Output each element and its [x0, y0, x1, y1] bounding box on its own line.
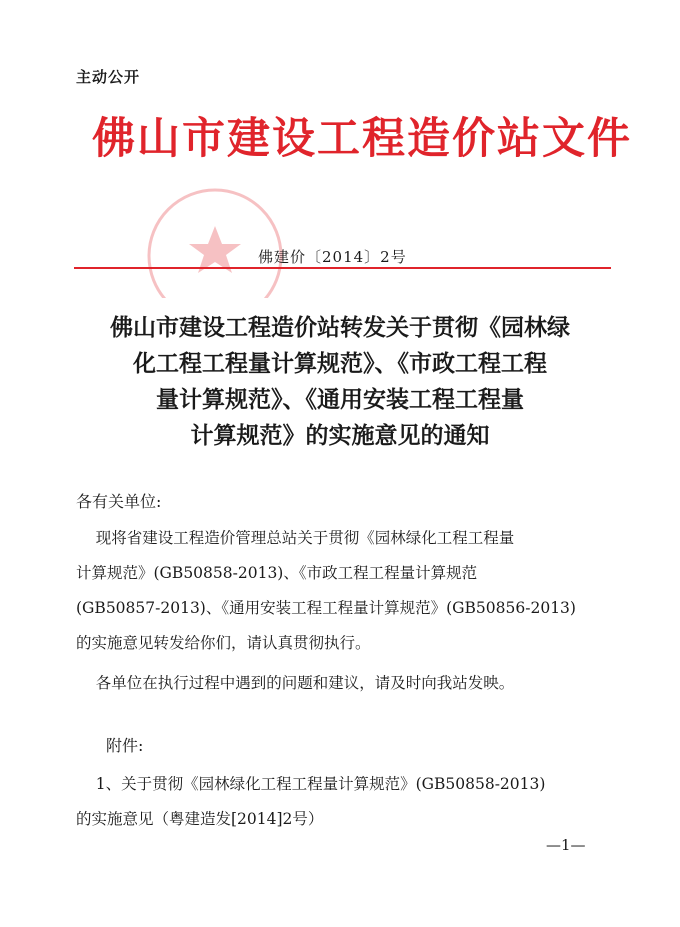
- attachment-line: 的实施意见（粤建造发[2014]2号）: [76, 810, 324, 828]
- paragraph-line: 各单位在执行过程中遇到的问题和建议，请及时向我站发映。: [76, 674, 515, 692]
- attachment-item-1: [76, 767, 621, 837]
- title-line: 佛山市建设工程造价站转发关于贯彻《园林绿: [110, 314, 570, 341]
- disclosure-label: 主动公开: [76, 68, 141, 86]
- title-line: 计算规范》的实施意见的通知: [190, 422, 490, 449]
- document-number: 佛建价〔2014〕2号: [258, 248, 407, 266]
- body-paragraph-1: [76, 521, 621, 661]
- notice-title: [60, 310, 620, 454]
- paragraph-line: (GB50857-2013)、《通用安装工程工程量计算规范》(GB50856-2013): [76, 599, 576, 617]
- paragraph-line: 的实施意见转发给你们，请认真贯彻执行。: [76, 634, 371, 652]
- attachments-label: 附件:: [106, 736, 144, 755]
- paragraph-line: 现将省建设工程造价管理总站关于贯彻《园林绿化工程工程量: [76, 529, 515, 547]
- attachment-line: 1、关于贯彻《园林绿化工程工程量计算规范》(GB50858-2013): [76, 775, 546, 793]
- salutation: 各有关单位:: [76, 492, 162, 511]
- header-divider: [74, 267, 611, 269]
- official-seal-stamp: [145, 178, 285, 298]
- title-line: 量计算规范》、《通用安装工程工程量: [156, 386, 524, 413]
- title-line: 化工程工程量计算规范》、《市政工程工程: [133, 350, 547, 377]
- paragraph-line: 计算规范》(GB50858-2013)、《市政工程工程量计算规范: [76, 564, 478, 582]
- body-paragraph-2: [76, 666, 621, 701]
- page-number: —1—: [546, 836, 586, 854]
- letterhead-title: 佛山市建设工程造价站文件: [92, 114, 632, 164]
